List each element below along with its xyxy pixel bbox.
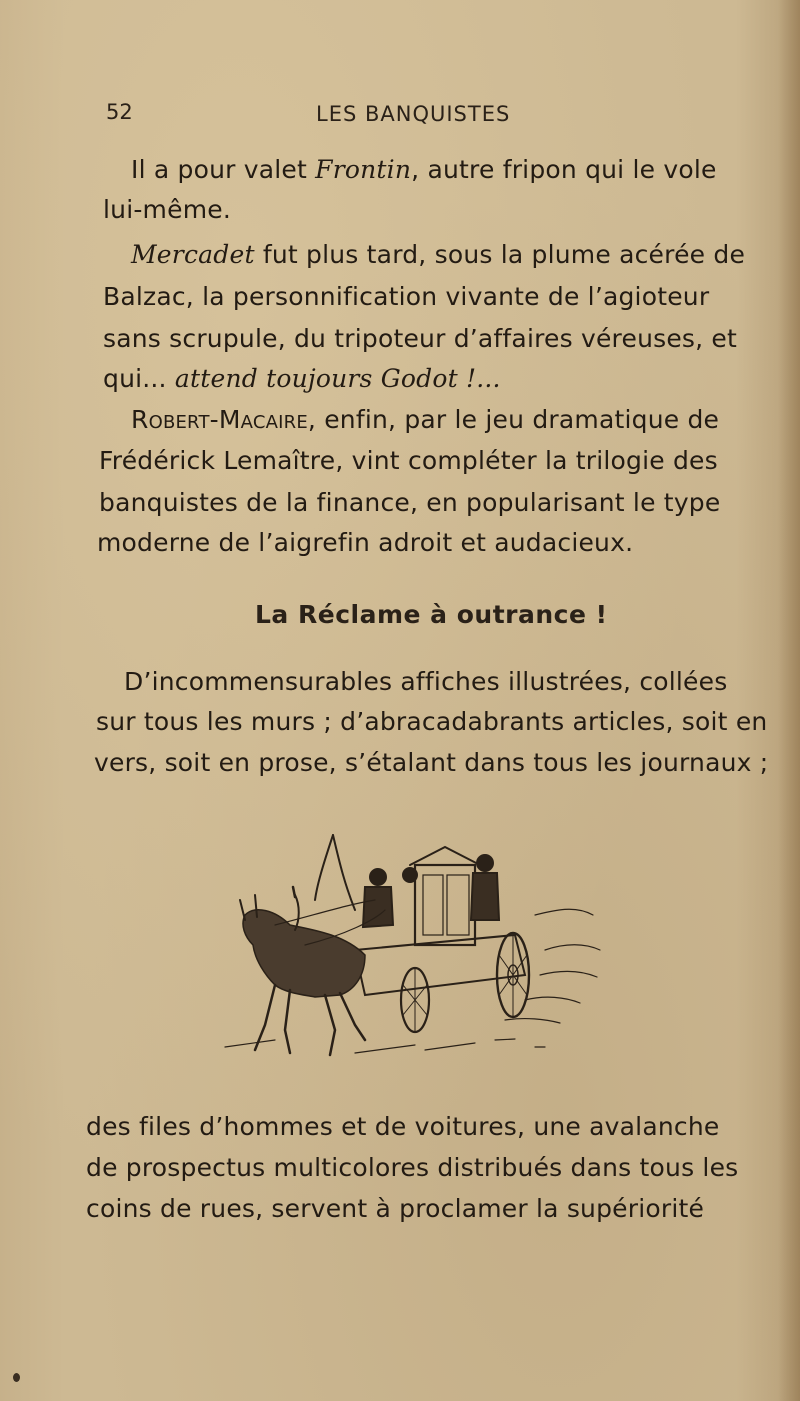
section-heading: La Réclame à outrance ! bbox=[255, 600, 608, 629]
running-title: LES BANQUISTES bbox=[316, 102, 511, 126]
text-line: Robert-Macaire, enfin, par le jeu dramatique de bbox=[131, 405, 720, 434]
page-number: 52 bbox=[106, 100, 133, 124]
text-line: Il a pour valet Frontin, autre fripon qui le vole bbox=[131, 155, 717, 184]
text-line: de prospectus multicolores distribués dans tous les bbox=[86, 1153, 739, 1182]
text-line: sur tous les murs ; d’abracadabrants articles, soit en bbox=[96, 707, 768, 736]
text-line: banquistes de la finance, en popularisant le type bbox=[99, 488, 721, 517]
text-line: des files d’hommes et de voitures, une avalanche bbox=[86, 1112, 720, 1141]
text-line: vers, soit en prose, s’étalant dans tous les journaux ; bbox=[94, 748, 769, 777]
text-line: coins de rues, servent à proclamer la supériorité bbox=[86, 1194, 705, 1223]
text-line: D’incommensurables affiches illustrées, collées bbox=[124, 667, 728, 696]
text-line: Balzac, la personnification vivante de l’agioteur bbox=[103, 282, 710, 311]
carriage-illustration bbox=[215, 825, 615, 1070]
text-line: lui-même. bbox=[103, 195, 231, 224]
text-line: sans scrupule, du tripoteur d’affaires véreuses, et bbox=[103, 324, 738, 353]
page-edge-shadow bbox=[778, 0, 800, 1401]
text-line: Mercadet fut plus tard, sous la plume acérée de bbox=[131, 240, 746, 269]
text-line: moderne de l’aigrefin adroit et audacieux. bbox=[97, 528, 634, 557]
text-line: qui... attend toujours Godot !... bbox=[103, 364, 501, 393]
ink-spot bbox=[13, 1373, 20, 1382]
text-line: Frédérick Lemaître, vint compléter la trilogie des bbox=[99, 446, 718, 475]
